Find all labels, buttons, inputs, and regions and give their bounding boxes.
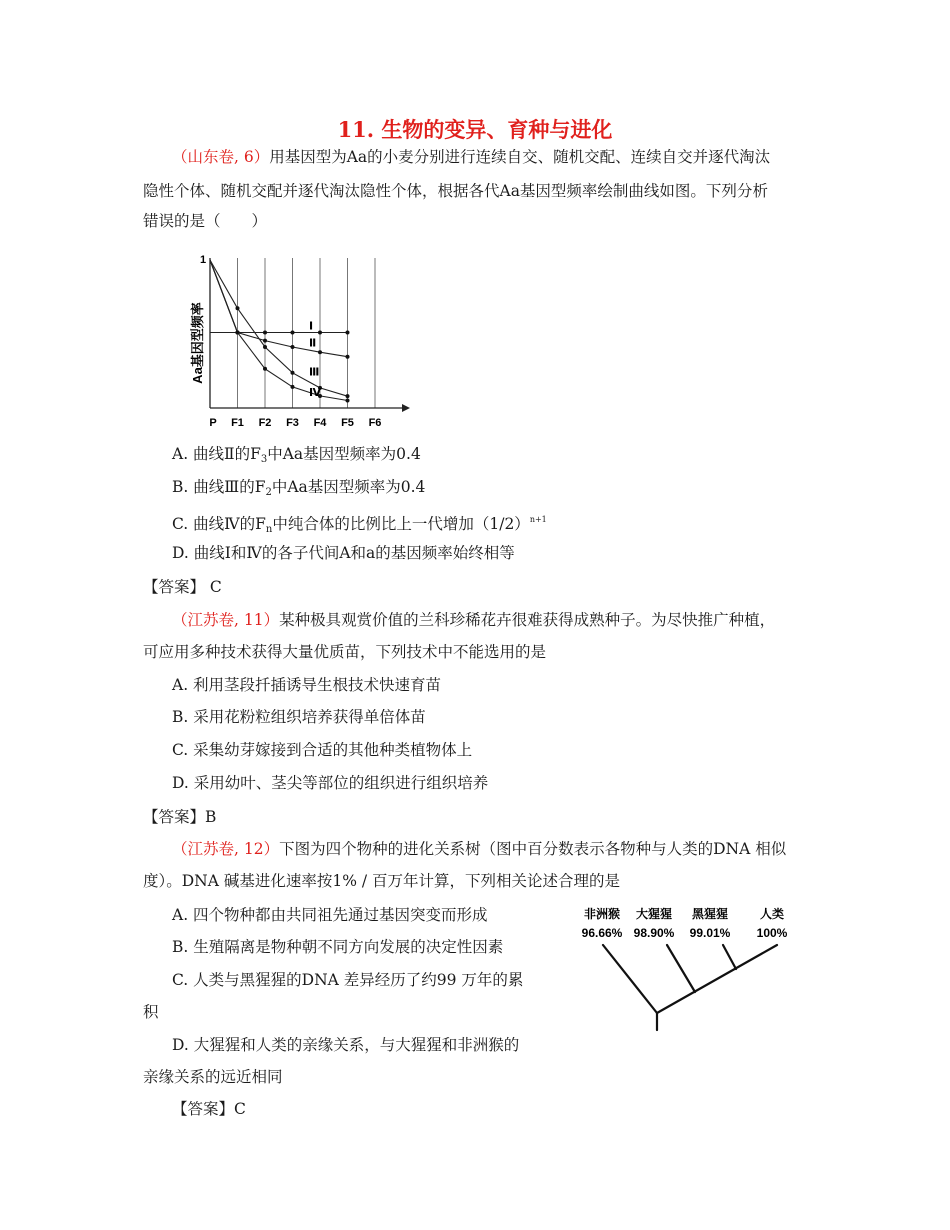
branch-gorilla <box>667 945 695 992</box>
q3-stem-line2: 度）。DNA 碱基进化速率按1% / 百万年计算，下列相关论述合理的是 <box>143 872 621 890</box>
species-name-3: 人类 <box>759 907 785 921</box>
genotype-frequency-chart <box>190 248 420 438</box>
q1-stem-line3: 错误的是（ ） <box>143 212 268 230</box>
q3-answer: 【答案】C <box>172 1100 246 1118</box>
series-label-4: Ⅳ <box>309 386 322 399</box>
species-pct-3: 100% <box>756 926 788 940</box>
y-tick-label: 1 <box>200 254 207 266</box>
data-point-s1-4 <box>318 331 322 335</box>
data-point-s4-1 <box>236 331 240 335</box>
data-point-s3-2 <box>263 345 267 349</box>
q2-option-d: D. 采用幼叶、茎尖等部位的组织进行组织培养 <box>172 774 489 792</box>
q3-option-d-line2: 亲缘关系的远近相同 <box>143 1068 283 1086</box>
data-point-s2-2 <box>263 339 267 343</box>
series-line-4 <box>210 260 348 401</box>
x-tick-label-F6: F6 <box>368 417 382 429</box>
q1-option-b: B. 曲线Ⅲ的$F_2$中Aa基因型频率为0.4 <box>172 478 426 498</box>
series-label-1: Ⅰ <box>309 320 314 333</box>
y-axis-label: Aa基因型频率 <box>190 302 205 384</box>
q3-option-a: A. 四个物种都由共同祖先通过基因突变而形成 <box>172 906 488 924</box>
q2-stem-line2: 可应用多种技术获得大量优质苗，下列技术中不能选用的是 <box>143 643 547 661</box>
q1-answer: 【答案】 C <box>143 578 222 596</box>
q2-answer: 【答案】B <box>143 808 217 826</box>
branch-african-monkey <box>603 945 657 1013</box>
x-tick-label-F1: F1 <box>231 417 244 429</box>
series-label-3: Ⅲ <box>309 366 320 379</box>
x-tick-label-F4: F4 <box>313 417 327 429</box>
q2-stem-line1 <box>172 609 775 631</box>
evolution-tree-diagram <box>570 900 810 1040</box>
q3-stem-text: 下图为四个物种的进化关系树（图中百分数表示各物种与人类的DNA 相似 <box>279 840 787 858</box>
data-point-s1-3 <box>291 331 295 335</box>
data-point-s3-5 <box>346 394 350 398</box>
q1-source: （山东卷, 6） <box>172 148 270 166</box>
species-pct-0: 96.66% <box>581 926 623 940</box>
q1-option-c: C. 曲线Ⅳ的$F_n$中纯合体的比例比上一代增加$(1/2)^{n+1}$ <box>172 515 547 535</box>
q1-stem-line2: 隐性个体、随机交配并逐代淘汰隐性个体，根据各代Aa基因型频率绘制曲线如图。下列分析 <box>143 182 768 200</box>
species-pct-2: 99.01% <box>689 926 731 940</box>
series-line-3 <box>210 260 348 396</box>
data-point-s2-3 <box>291 345 295 349</box>
data-point-s3-3 <box>291 371 295 375</box>
q2-option-b: B. 采用花粉粒组织培养获得单倍体苗 <box>172 708 426 726</box>
branch-chimpanzee <box>723 945 736 969</box>
q2-option-a: A. 利用茎段扦插诱导生根技术快速育苗 <box>172 676 442 694</box>
x-tick-label-F5: F5 <box>341 417 354 429</box>
species-name-0: 非洲猴 <box>583 907 621 921</box>
q3-source: （江苏卷, 12） <box>172 840 280 858</box>
x-tick-label-F3: F3 <box>286 417 299 429</box>
q3-stem-line1 <box>172 838 786 860</box>
chart-lines <box>210 260 348 401</box>
x-tick-label-F2: F2 <box>258 417 272 429</box>
q1-stem-line1 <box>172 146 770 168</box>
page-title: 11. 生物的变异、育种与进化 <box>337 117 613 142</box>
branch-main <box>657 945 777 1013</box>
q3-option-d-line1: D. 大猩猩和人类的亲缘关系，与大猩猩和非洲猴的 <box>172 1036 520 1054</box>
q3-option-b: B. 生殖隔离是物种朝不同方向发展的决定性因素 <box>172 938 504 956</box>
q2-source: （江苏卷, 11） <box>172 611 280 629</box>
data-point-s1-5 <box>346 331 350 335</box>
q1-stem-text: 用基因型为Aa的小麦分别进行连续自交、随机交配、连续自交并逐代淘汰 <box>269 148 771 166</box>
species-pct-1: 98.90% <box>633 926 675 940</box>
q2-option-c: C. 采集幼芽嫁接到合适的其他种类植物体上 <box>172 741 473 759</box>
data-point-s2-4 <box>318 350 322 354</box>
species-name-1: 大猩猩 <box>635 907 673 921</box>
data-point-s2-5 <box>346 355 350 359</box>
q3-option-c-line1: C. 人类与黑猩猩的DNA 差异经历了约99 万年的累 <box>172 971 524 989</box>
q2-stem-text: 某种极具观赏价值的兰科珍稀花卉很难获得成熟种子。为尽快推广种植， <box>279 611 776 629</box>
data-point-s4-5 <box>346 399 350 403</box>
q3-option-c-line2: 积 <box>143 1003 159 1021</box>
data-point-s1-2 <box>263 331 267 335</box>
data-point-s4-3 <box>291 385 295 389</box>
series-line-2 <box>210 260 348 357</box>
species-name-2: 黑猩猩 <box>691 907 729 921</box>
tree-branches <box>603 945 777 1030</box>
x-tick-label-P: P <box>209 417 217 429</box>
series-label-2: Ⅱ <box>309 337 317 350</box>
data-point-s4-2 <box>263 367 267 371</box>
data-point-s3-1 <box>236 306 240 310</box>
q1-option-a: A. 曲线Ⅱ的$F_3$中Aa基因型频率为0.4 <box>172 445 421 465</box>
q1-option-d: D. 曲线Ⅰ和Ⅳ的各子代间A和a的基因频率始终相等 <box>172 544 515 562</box>
x-axis-arrow <box>402 404 410 412</box>
